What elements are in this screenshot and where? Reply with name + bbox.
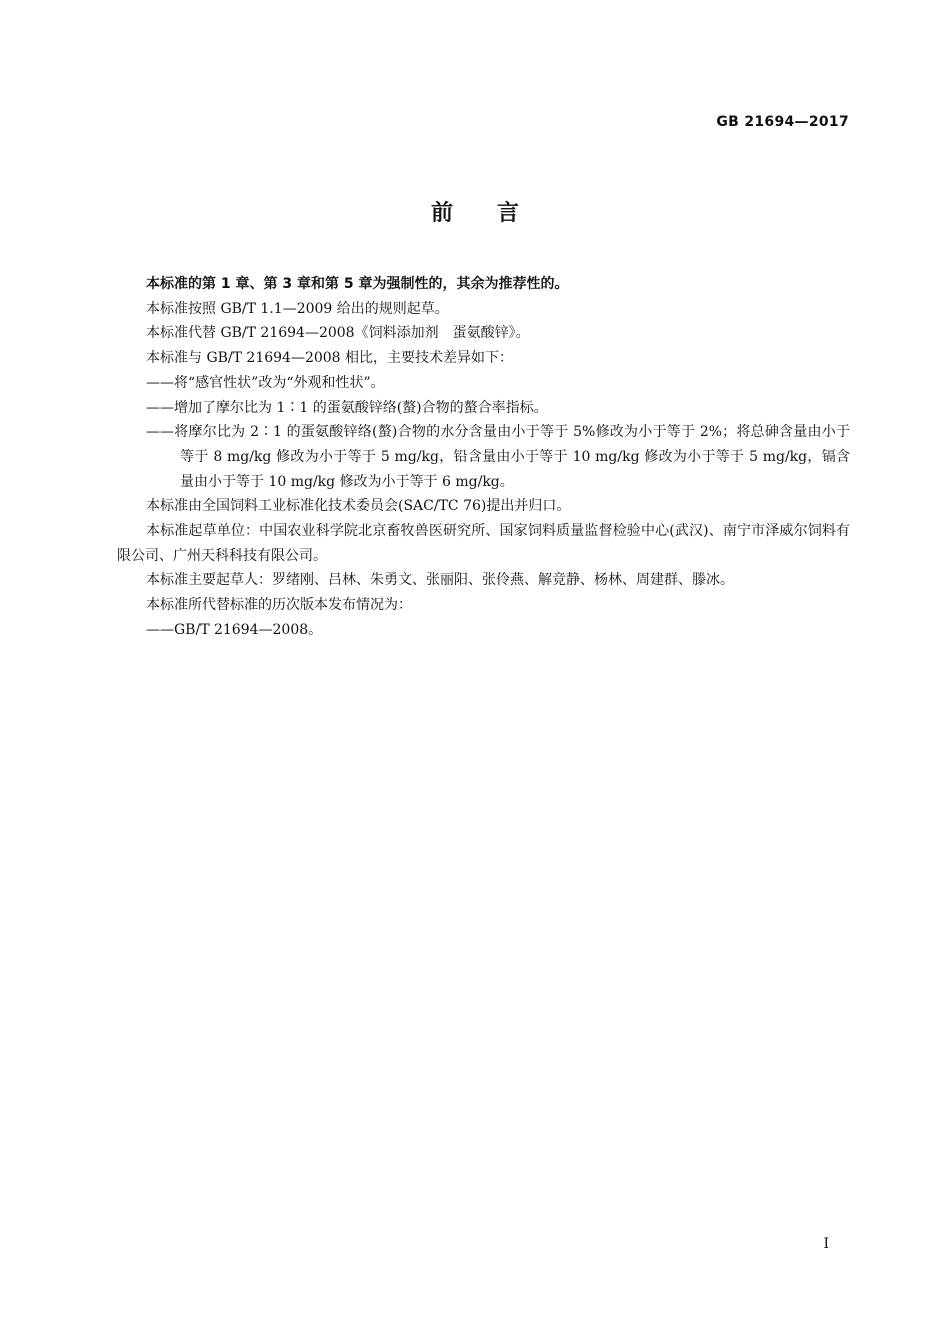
- differences-intro: 本标准与 GB/T 21694—2008 相比，主要技术差异如下：: [146, 350, 514, 367]
- change-item: ——将摩尔比为 2∶1 的蛋氨酸锌络(螯)合物的水分含量由小于等于 5%修改为小于等于 2%；将总砷含量由小于等于 8 mg/kg 修改为小于等于 5 mg/kg，铅含量由小于等于 10 mg/kg 修改为小于等于 5 mg/kg，镉含量由小于等于 10 mg/kg 修改为小于等于 6 mg/kg。: [146, 424, 850, 490]
- proposing-body-statement: 本标准由全国饲料工业标准化技术委员会(SAC/TC 76)提出并归口。: [146, 498, 571, 515]
- replacement-statement: 本标准代替 GB/T 21694—2008《饲料添加剂 蛋氨酸锌》。: [146, 325, 530, 342]
- foreword-body: [117, 272, 850, 643]
- drafting-units-statement: 本标准起草单位：中国农业科学院北京畜牧兽医研究所、国家饲料质量监督检验中心(武汉)、南宁市泽威尔饲料有限公司、广州天科科技有限公司。: [117, 523, 850, 564]
- drafting-rules-statement: 本标准按照 GB/T 1.1—2009 给出的规则起草。: [146, 300, 449, 317]
- page-title: 前言: [430, 201, 563, 226]
- document-number: GB 21694—2017: [716, 114, 849, 130]
- history-item: ——GB/T 21694—2008。: [146, 621, 323, 638]
- page-number: Ⅰ: [823, 1236, 829, 1252]
- mandatory-chapters-statement: 本标准的第 1 章、第 3 章和第 5 章为强制性的，其余为推荐性的。: [146, 276, 569, 292]
- change-item: ——增加了摩尔比为 1∶1 的蛋氨酸锌络(螯)合物的螯合率指标。: [146, 399, 548, 416]
- history-intro: 本标准所代替标准的历次版本发布情况为：: [146, 597, 412, 614]
- drafters-statement: 本标准主要起草人：罗绪刚、吕林、朱勇文、张丽阳、张伶燕、解竞静、杨林、周建群、滕冰。: [146, 572, 734, 589]
- change-item: ——将“感官性状”改为“外观和性状”。: [146, 374, 385, 391]
